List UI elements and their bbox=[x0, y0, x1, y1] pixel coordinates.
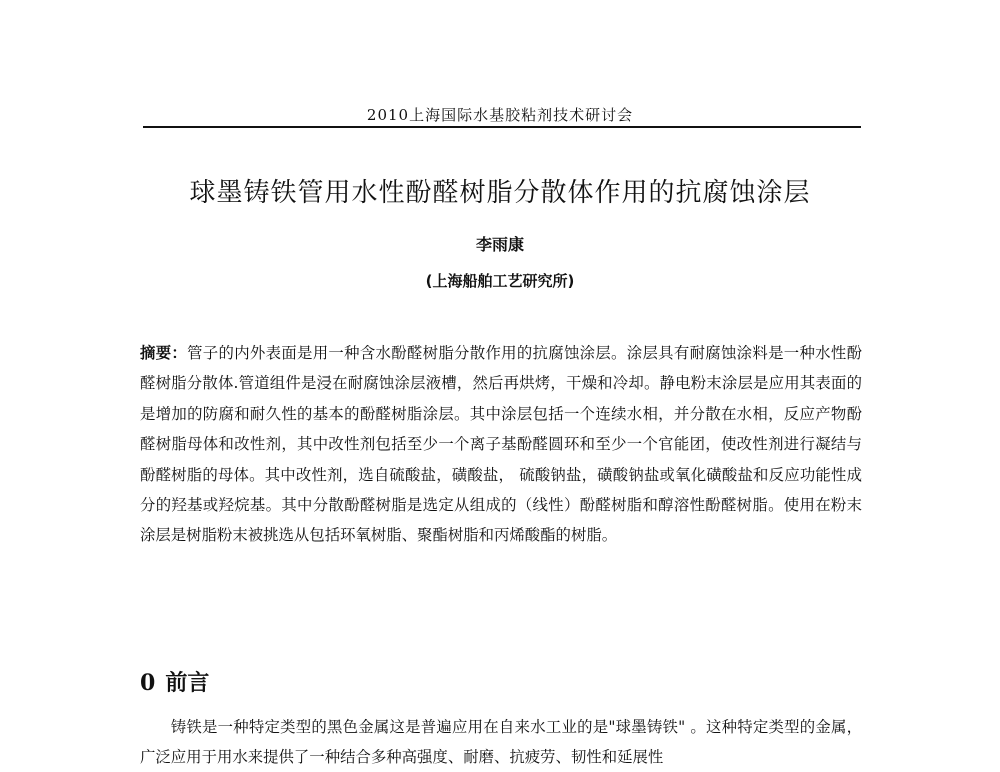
body-paragraph: 铸铁是一种特定类型的黑色金属这是普遍应用在自来水工业的是"球墨铸铁" 。这种特定类型的金属，广泛应用于用水来提供了一种结合多种高强度、耐磨、抗疲劳、韧性和延展性 bbox=[140, 718, 862, 766]
author-name: 李雨康 bbox=[475, 235, 524, 254]
abstract-label: 摘要： bbox=[140, 344, 188, 362]
header-rule bbox=[143, 126, 861, 128]
running-header: 2010上海国际水基胶粘剂技术研讨会 bbox=[366, 106, 634, 124]
section-number: 0 bbox=[140, 670, 156, 696]
abstract bbox=[140, 338, 862, 551]
author-affiliation: (上海船舶工艺研究所) bbox=[425, 272, 575, 290]
abstract-text: 管子的内外表面是用一种含水酚醛树脂分散作用的抗腐蚀涂层。涂层具有耐腐蚀涂料是一种水性酚醛树脂分散体.管道组件是浸在耐腐蚀涂层液槽，然后再烘烤，干燥和冷却。静电粉末涂层是应用其表面的是增加的防腐和耐久性的基本的酚醛树脂涂层。其中涂层包括一个连续水相，并分散在水相，反应产物酚醛树脂母体和改性剂，其中改性剂包括至少一个离子基酚醛圆环和至少一个官能团，使改性剂进行凝结与酚醛树脂的母体。其中改性剂，选自硫酸盐，磺酸盐， 硫酸钠盐，磺酸钠盐或氧化磺酸盐和反应功能性成分的羟基或羟烷基。其中分散酚醛树脂是选定从组成的（线性）酚醛树脂和醇溶性酚醛树脂。使用在粉末涂层是树脂粉末被挑选从包括环氧树脂、聚酯树脂和丙烯酸酯的树脂。 bbox=[140, 344, 862, 545]
paper-title: 球墨铸铁管用水性酚醛树脂分散体作用的抗腐蚀涂层 bbox=[189, 178, 811, 208]
section-title: 前言 bbox=[165, 670, 210, 696]
section-heading bbox=[140, 666, 209, 697]
